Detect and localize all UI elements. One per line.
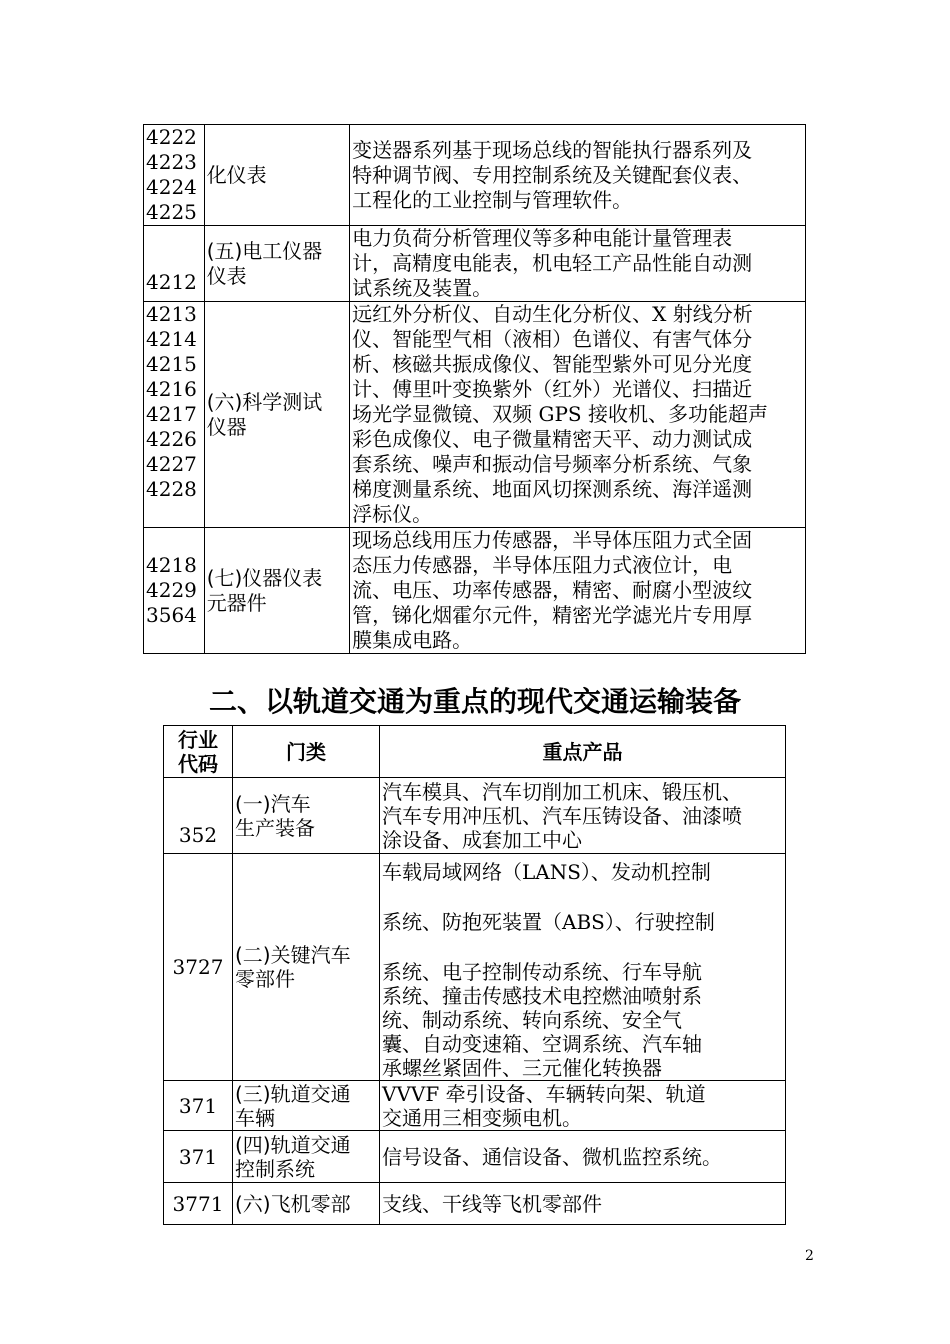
- header-products: 重点产品: [380, 726, 786, 778]
- table-row: [144, 528, 806, 654]
- industry-code: 371: [164, 1081, 233, 1131]
- table-row: [164, 1131, 786, 1183]
- table-row: [164, 1081, 786, 1131]
- category: (七)仪器仪表 元器件: [204, 528, 349, 654]
- header-industry-code: 行业 代码: [164, 726, 233, 778]
- instrument-products-table: [143, 124, 806, 654]
- table-row: [164, 854, 786, 1081]
- category: (六)科学测试 仪器: [204, 302, 349, 528]
- key-products: 汽车模具、汽车切削加工机床、锻压机、 汽车专用冲压机、汽车压铸设备、油漆喷 涂设备、成套加工中心: [380, 778, 786, 854]
- transport-equipment-table: [163, 725, 786, 1225]
- industry-codes: 4212: [144, 226, 205, 302]
- table-header-row: [164, 726, 786, 778]
- key-products: VVVF 牵引设备、车辆转向架、轨道 交通用三相变频电机。: [380, 1081, 786, 1131]
- industry-code: 352: [164, 778, 233, 854]
- key-products: 电力负荷分析管理仪等多种电能计量管理表 计，高精度电能表，机电轻工产品性能自动测 试系统及装置。: [350, 226, 806, 302]
- industry-codes: 4222 4223 4224 4225: [144, 125, 205, 226]
- table-row: [164, 1183, 786, 1225]
- industry-code: 371: [164, 1131, 233, 1183]
- page-number: 2: [805, 1248, 814, 1264]
- key-products: 支线、干线等飞机零部件: [380, 1183, 786, 1225]
- header-category: 门类: [233, 726, 380, 778]
- category: (二)关键汽车 零部件: [233, 854, 380, 1081]
- category: (四)轨道交通 控制系统: [233, 1131, 380, 1183]
- category: (三)轨道交通 车辆: [233, 1081, 380, 1131]
- key-products: 车载局域网络（LANS）、发动机控制 系统、防抱死装置（ABS）、行驶控制 系统、电子控制传动系统、行车导航 系统、撞击传感技术电控燃油喷射系 统、制动系统、转向系统、安全气 囊、自动变速箱、空调系统、汽车轴 承螺丝紧固件、三元催化转换器: [380, 854, 786, 1081]
- industry-code: 3727: [164, 854, 233, 1081]
- category: (六)飞机零部: [233, 1183, 380, 1225]
- category: 化仪表: [204, 125, 349, 226]
- key-products: 现场总线用压力传感器，半导体压阻力式全固 态压力传感器，半导体压阻力式液位计，电 流、电压、功率传感器，精密、耐腐小型波纹 管，锑化烟霍尔元件，精密光学滤光片专用厚 膜集成电路。: [350, 528, 806, 654]
- industry-code: 3771: [164, 1183, 233, 1225]
- key-products: 远红外分析仪、自动生化分析仪、X 射线分析 仪、智能型气相（液相）色谱仪、有害气体分 析、核磁共振成像仪、智能型紫外可见分光度 计、傅里叶变换紫外（红外）光谱仪、扫描近 场光学显微镜、双频 GPS 接收机、多功能超声 彩色成像仪、电子微量精密天平、动力测试成 套系统、噪声和振动信号频率分析系统、气象 梯度测量系统、地面风切探测系统、海洋遥测 浮标仪。: [350, 302, 806, 528]
- category: (五)电工仪器 仪表: [204, 226, 349, 302]
- industry-codes: 4218 4229 3564: [144, 528, 205, 654]
- key-products: 变送器系列基于现场总线的智能执行器系列及 特种调节阀、专用控制系统及关键配套仪表、 工程化的工业控制与管理软件。: [350, 125, 806, 226]
- table-row: [144, 226, 806, 302]
- industry-codes: 4213 4214 4215 4216 4217 4226 4227 4228: [144, 302, 205, 528]
- table-row: [144, 302, 806, 528]
- table-row: [144, 125, 806, 226]
- table-row: [164, 778, 786, 854]
- key-products: 信号设备、通信设备、微机监控系统。: [380, 1131, 786, 1183]
- section-heading: 二、以轨道交通为重点的现代交通运输装备: [208, 685, 741, 718]
- category: (一)汽车 生产装备: [233, 778, 380, 854]
